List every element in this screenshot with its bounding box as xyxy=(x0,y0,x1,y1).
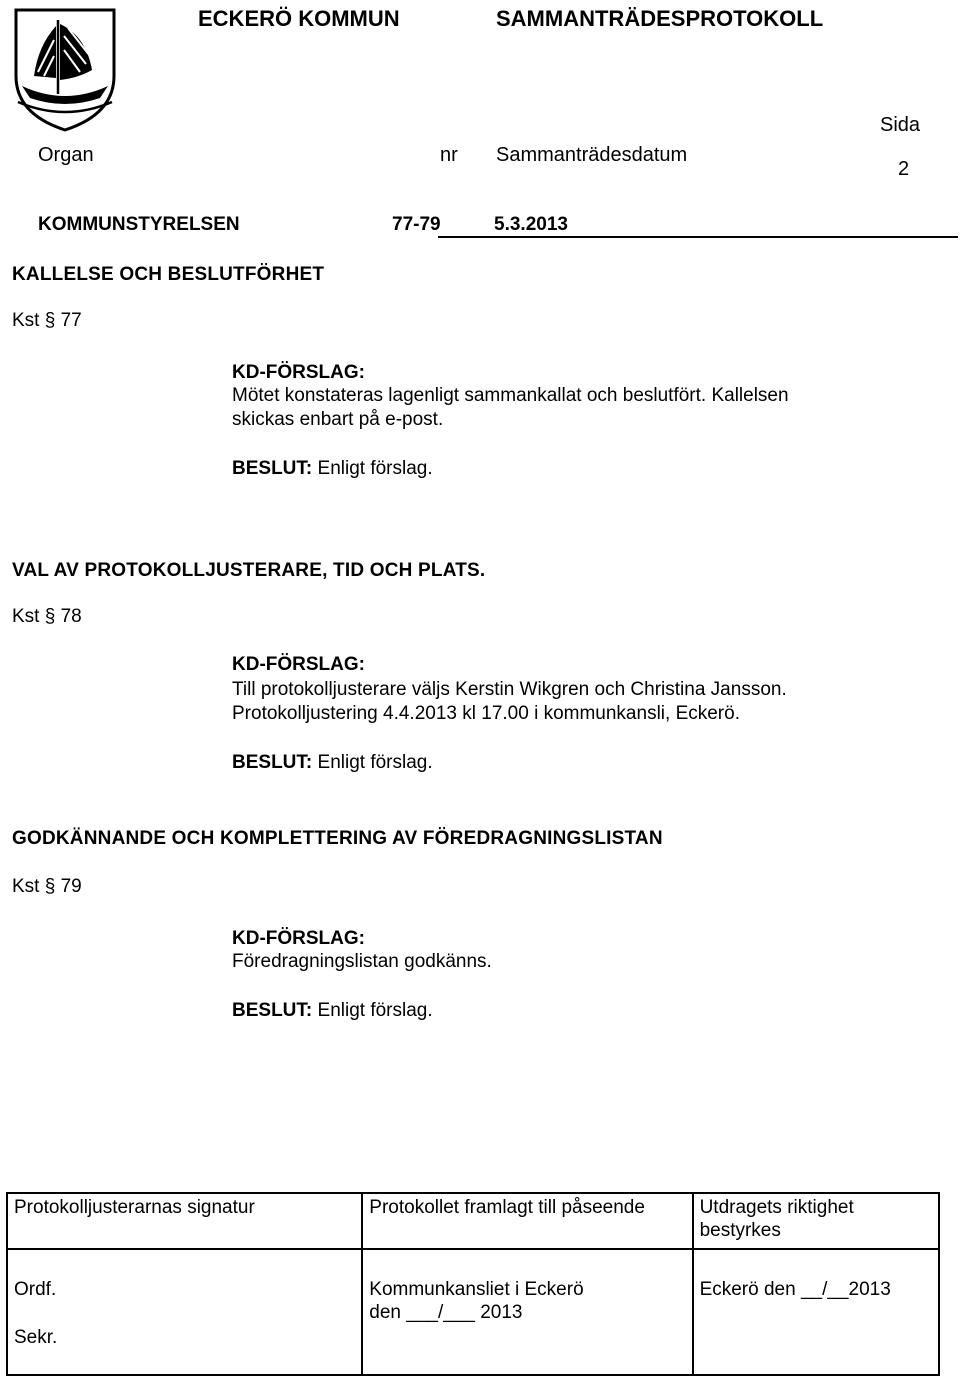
proposal-line: Till protokolljusterare väljs Kerstin Wikgren och Christina Jansson. xyxy=(232,679,787,700)
proposal-text xyxy=(232,384,789,432)
nr-label: nr xyxy=(440,144,458,166)
header-rule xyxy=(438,236,958,238)
proposal-label: KD-FÖRSLAG: xyxy=(232,362,365,383)
decision xyxy=(232,752,433,774)
signature-cell xyxy=(7,1249,362,1375)
page-number: 2 xyxy=(898,158,910,180)
certified-text: Eckerö den __/__2013 xyxy=(699,1279,891,1300)
kst-number: Kst § 78 xyxy=(12,606,82,627)
kst-number: Kst § 79 xyxy=(12,876,82,897)
decision-label: BESLUT: xyxy=(232,752,313,773)
proposal-label: KD-FÖRSLAG: xyxy=(232,928,365,949)
decision-text: Enligt förslag. xyxy=(317,752,433,773)
posted-cell xyxy=(362,1249,692,1375)
item-title: KALLELSE OCH BESLUTFÖRHET xyxy=(12,264,325,285)
decision-text: Enligt förslag. xyxy=(317,1000,433,1021)
municipality-name: ECKERÖ KOMMUN xyxy=(198,6,400,31)
organ-value: KOMMUNSTYRELSEN xyxy=(38,214,240,235)
posted-line: Kommunkansliet i Eckerö xyxy=(369,1279,584,1300)
page-label: Sida xyxy=(880,114,921,136)
decision xyxy=(232,458,433,480)
item-title: VAL AV PROTOKOLLJUSTERARE, TID OCH PLATS. xyxy=(12,560,486,581)
proposal-text xyxy=(232,950,492,974)
certified-cell xyxy=(693,1249,939,1375)
document-type: SAMMANTRÄDESPROTOKOLL xyxy=(496,6,824,31)
posted-header: Protokollet framlagt till påseende xyxy=(362,1193,692,1249)
chair-label: Ordf. xyxy=(14,1279,57,1300)
item-title: GODKÄNNANDE OCH KOMPLETTERING AV FÖREDRAGNINGSLISTAN xyxy=(12,828,663,849)
municipality-logo xyxy=(8,6,122,134)
certified-header: Utdragets riktighet bestyrkes xyxy=(693,1193,939,1249)
secretary-label: Sekr. xyxy=(14,1327,58,1348)
organ-label: Organ xyxy=(38,144,94,166)
posted-line: den ___/___ 2013 xyxy=(369,1302,523,1323)
decision-label: BESLUT: xyxy=(232,458,313,479)
proposal-label: KD-FÖRSLAG: xyxy=(232,654,365,675)
proposal-line: Mötet konstateras lagenligt sammankallat och beslutfört. Kallelsen xyxy=(232,385,789,406)
nr-value: 77-79 xyxy=(392,214,441,235)
signature-header: Protokolljusterarnas signatur xyxy=(7,1193,362,1249)
proposal-line: Protokolljustering 4.4.2013 kl 17.00 i kommunkansli, Eckerö. xyxy=(232,703,740,724)
decision xyxy=(232,1000,433,1022)
proposal-text xyxy=(232,678,787,726)
decision-label: BESLUT: xyxy=(232,1000,313,1021)
kst-number: Kst § 77 xyxy=(12,310,82,331)
date-value: 5.3.2013 xyxy=(494,214,568,235)
signature-table xyxy=(6,1192,940,1376)
date-label: Sammanträdesdatum xyxy=(496,144,688,166)
proposal-line: Föredragningslistan godkänns. xyxy=(232,951,492,972)
proposal-line: skickas enbart på e-post. xyxy=(232,409,444,430)
decision-text: Enligt förslag. xyxy=(317,458,433,479)
